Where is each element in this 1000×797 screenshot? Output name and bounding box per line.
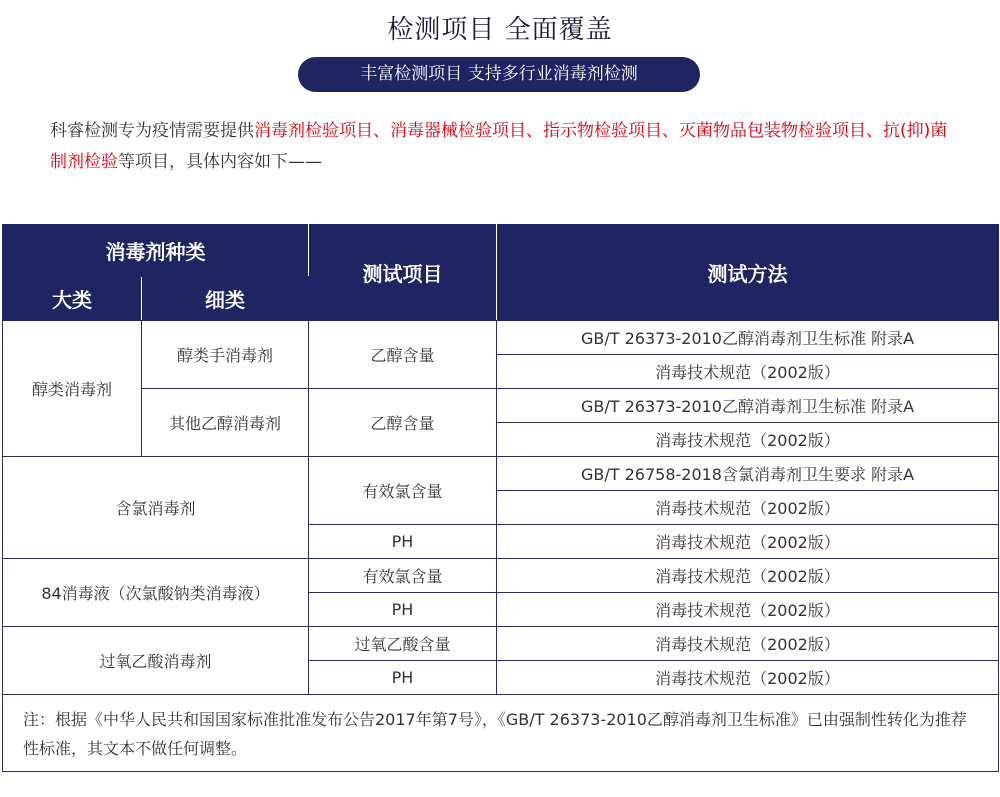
table-row (3, 627, 999, 661)
method-cell: 消毒技术规范（2002版） (497, 627, 999, 661)
method-cell: GB/T 26373-2010乙醇消毒剂卫生标准 附录A (497, 389, 999, 423)
table-row (3, 321, 999, 355)
header-test-item: 测试项目 (309, 225, 497, 321)
item-cell: PH (309, 525, 497, 559)
method-cell: 消毒技术规范（2002版） (497, 525, 999, 559)
header-test-method: 测试方法 (497, 225, 999, 321)
intro-suffix: 等项目，具体内容如下—— (118, 152, 322, 172)
item-cell: 有效氯含量 (309, 559, 497, 593)
method-cell: 消毒技术规范（2002版） (497, 661, 999, 695)
major-cell-chlorine: 含氯消毒剂 (3, 457, 309, 559)
page-title: 检测项目 全面覆盖 (387, 15, 613, 45)
item-cell: PH (309, 661, 497, 695)
subtitle-banner: 丰富检测项目 支持多行业消毒剂检测 (298, 57, 700, 92)
header-major-class: 大类 (3, 277, 142, 321)
table-note-row (3, 695, 999, 772)
method-cell: 消毒技术规范（2002版） (497, 423, 999, 457)
method-cell: 消毒技术规范（2002版） (497, 491, 999, 525)
item-cell: PH (309, 593, 497, 627)
item-cell: 乙醇含量 (309, 389, 497, 457)
minor-cell-hand: 醇类手消毒剂 (142, 321, 309, 389)
item-cell: 乙醇含量 (309, 321, 497, 389)
major-cell-84: 84消毒液（次氯酸钠类消毒液） (3, 559, 309, 627)
table-header-row (3, 225, 999, 277)
method-cell: GB/T 26373-2010乙醇消毒剂卫生标准 附录A (497, 321, 999, 355)
intro-paragraph (50, 116, 955, 178)
item-cell: 过氧乙酸含量 (309, 627, 497, 661)
minor-cell-other: 其他乙醇消毒剂 (142, 389, 309, 457)
header-minor-class: 细类 (142, 277, 309, 321)
major-cell-peracetic: 过氧乙酸消毒剂 (3, 627, 309, 695)
method-cell: 消毒技术规范（2002版） (497, 559, 999, 593)
intro-highlight: 消毒剂检验项目、消毒器械检验项目、指示物检验项目、灭菌物品包装物检验项目、抗(抑)菌制剂检验 (50, 121, 948, 172)
intro-prefix: 科睿检测专为疫情需要提供 (50, 121, 254, 141)
table-note: 注：根据《中华人民共和国国家标准批准发布公告2017年第7号》，《GB/T 26373-2010乙醇消毒剂卫生标准》已由强制性转化为推荐性标准，其文本不做任何调整。 (3, 695, 999, 772)
method-cell: 消毒技术规范（2002版） (497, 355, 999, 389)
table-row (3, 389, 999, 423)
item-cell: 有效氯含量 (309, 457, 497, 525)
table-row (3, 457, 999, 491)
method-cell: GB/T 26758-2018含氯消毒剂卫生要求 附录A (497, 457, 999, 491)
header-category-group: 消毒剂种类 (3, 225, 309, 277)
disinfectant-test-table (2, 224, 999, 772)
method-cell: 消毒技术规范（2002版） (497, 593, 999, 627)
table-row (3, 559, 999, 593)
major-cell-alcohol: 醇类消毒剂 (3, 321, 142, 457)
